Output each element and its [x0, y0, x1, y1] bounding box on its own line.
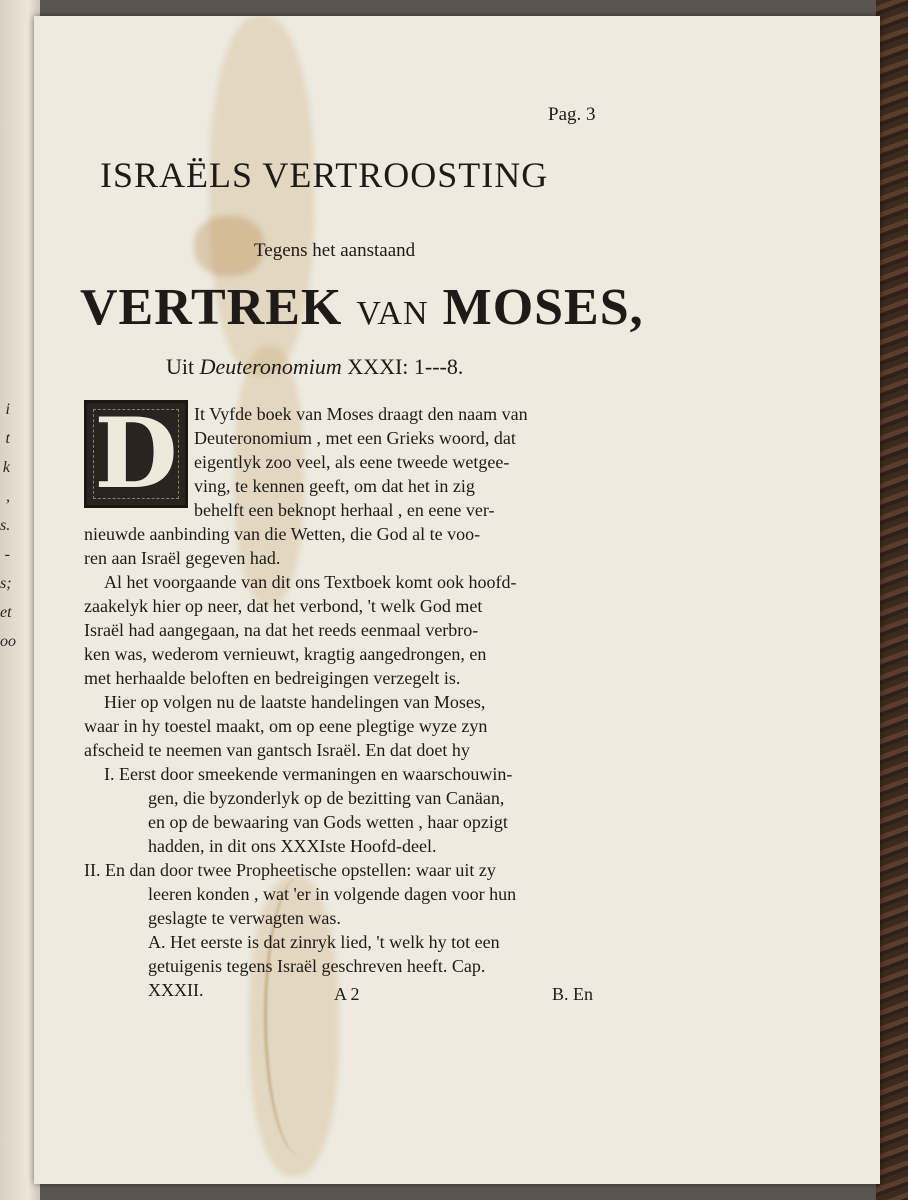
title-line-2	[80, 278, 644, 337]
text-line: A. Het eerste is dat zinryk lied, 't welk hy tot een	[148, 932, 500, 952]
text-line: II. En dan door twee Propheetische opstellen: waar uit zy	[84, 860, 496, 880]
catchword: B. En	[552, 984, 594, 1004]
title-word-van: VAN	[356, 295, 429, 332]
book-spine	[876, 0, 908, 1200]
text-line: zaakelyk hier op neer, dat het verbond, 't welk God met	[84, 596, 483, 616]
text-line: ren aan Israël gegeven had.	[84, 548, 281, 568]
title-word-vertrek: VERTREK	[80, 279, 343, 336]
initial-letter: D	[94, 397, 178, 510]
fragment: s;	[0, 575, 12, 592]
text-line: nieuwde aanbinding van die Wetten, die God al te voo-	[84, 524, 481, 544]
title-line-1: ISRAËLS VERTROOSTING	[100, 155, 549, 195]
fragment: i	[5, 401, 10, 418]
title-word-moses: MOSES,	[442, 279, 644, 336]
fragment: k	[2, 459, 10, 476]
subtitle: Tegens het aanstaand	[254, 240, 416, 261]
text-line: XXXII.	[148, 980, 204, 1000]
text-line: behelft een beknopt herhaal , en eene ver-	[194, 500, 495, 520]
fragment: oo	[0, 633, 16, 650]
text-line: getuigenis tegens Israël geschreven heeft. Cap.	[148, 956, 486, 976]
page-number: Pag. 3	[548, 104, 596, 125]
text-line: ken was, wederom vernieuwt, kragtig aangedrongen, en	[84, 644, 487, 664]
fragment: t	[5, 430, 10, 447]
text-line: leeren konden , wat 'er in volgende dagen voor hun	[148, 884, 517, 904]
fragment: ,	[6, 488, 10, 505]
fragment: s.	[0, 517, 11, 534]
text-line: I. Eerst door smeekende vermaningen en waarschouwin-	[104, 764, 513, 784]
body-text	[84, 397, 614, 1002]
text-line: hadden, in dit ons XXXIste Hoofd-deel.	[148, 836, 437, 856]
text-line: ving, te kennen geeft, om dat het in zig	[194, 476, 475, 496]
scripture-reference	[166, 354, 463, 380]
signature-mark: A 2	[334, 984, 360, 1004]
reference-suffix: XXXI: 1---8.	[341, 354, 464, 379]
reference-book: Deuteronomium	[199, 354, 342, 379]
text-line: met herhaalde beloften en bedreigingen verzegelt is.	[84, 668, 461, 688]
fragment: -	[4, 546, 10, 563]
fragment: et	[0, 604, 12, 621]
text-line: afscheid te neemen van gantsch Israël. En dat doet hy	[84, 740, 470, 760]
text-line: Hier op volgen nu de laatste handelingen van Moses,	[104, 692, 486, 712]
text-line: Deuteronomium , met een Grieks woord, dat	[194, 428, 516, 448]
reference-prefix: Uit	[166, 354, 200, 379]
text-line: It Vyfde boek van Moses draagt den naam van	[194, 404, 528, 424]
text-line: geslagte te verwagten was.	[148, 908, 341, 928]
text-line: gen, die byzonderlyk op de bezitting van Canäan,	[148, 788, 505, 808]
text-line: eigentlyk zoo veel, als eene tweede wetgee-	[194, 452, 510, 472]
text-line: Al het voorgaande van dit ons Textboek komt ook hoofd-	[104, 572, 517, 592]
text-line: en op de bewaaring van Gods wetten , haar opzigt	[148, 812, 508, 832]
text-line: Israël had aangegaan, na dat het reeds eenmaal verbro-	[84, 620, 479, 640]
book-page	[34, 16, 880, 1184]
text-line: waar in hy toestel maakt, om op eene plegtige wyze zyn	[84, 716, 488, 736]
